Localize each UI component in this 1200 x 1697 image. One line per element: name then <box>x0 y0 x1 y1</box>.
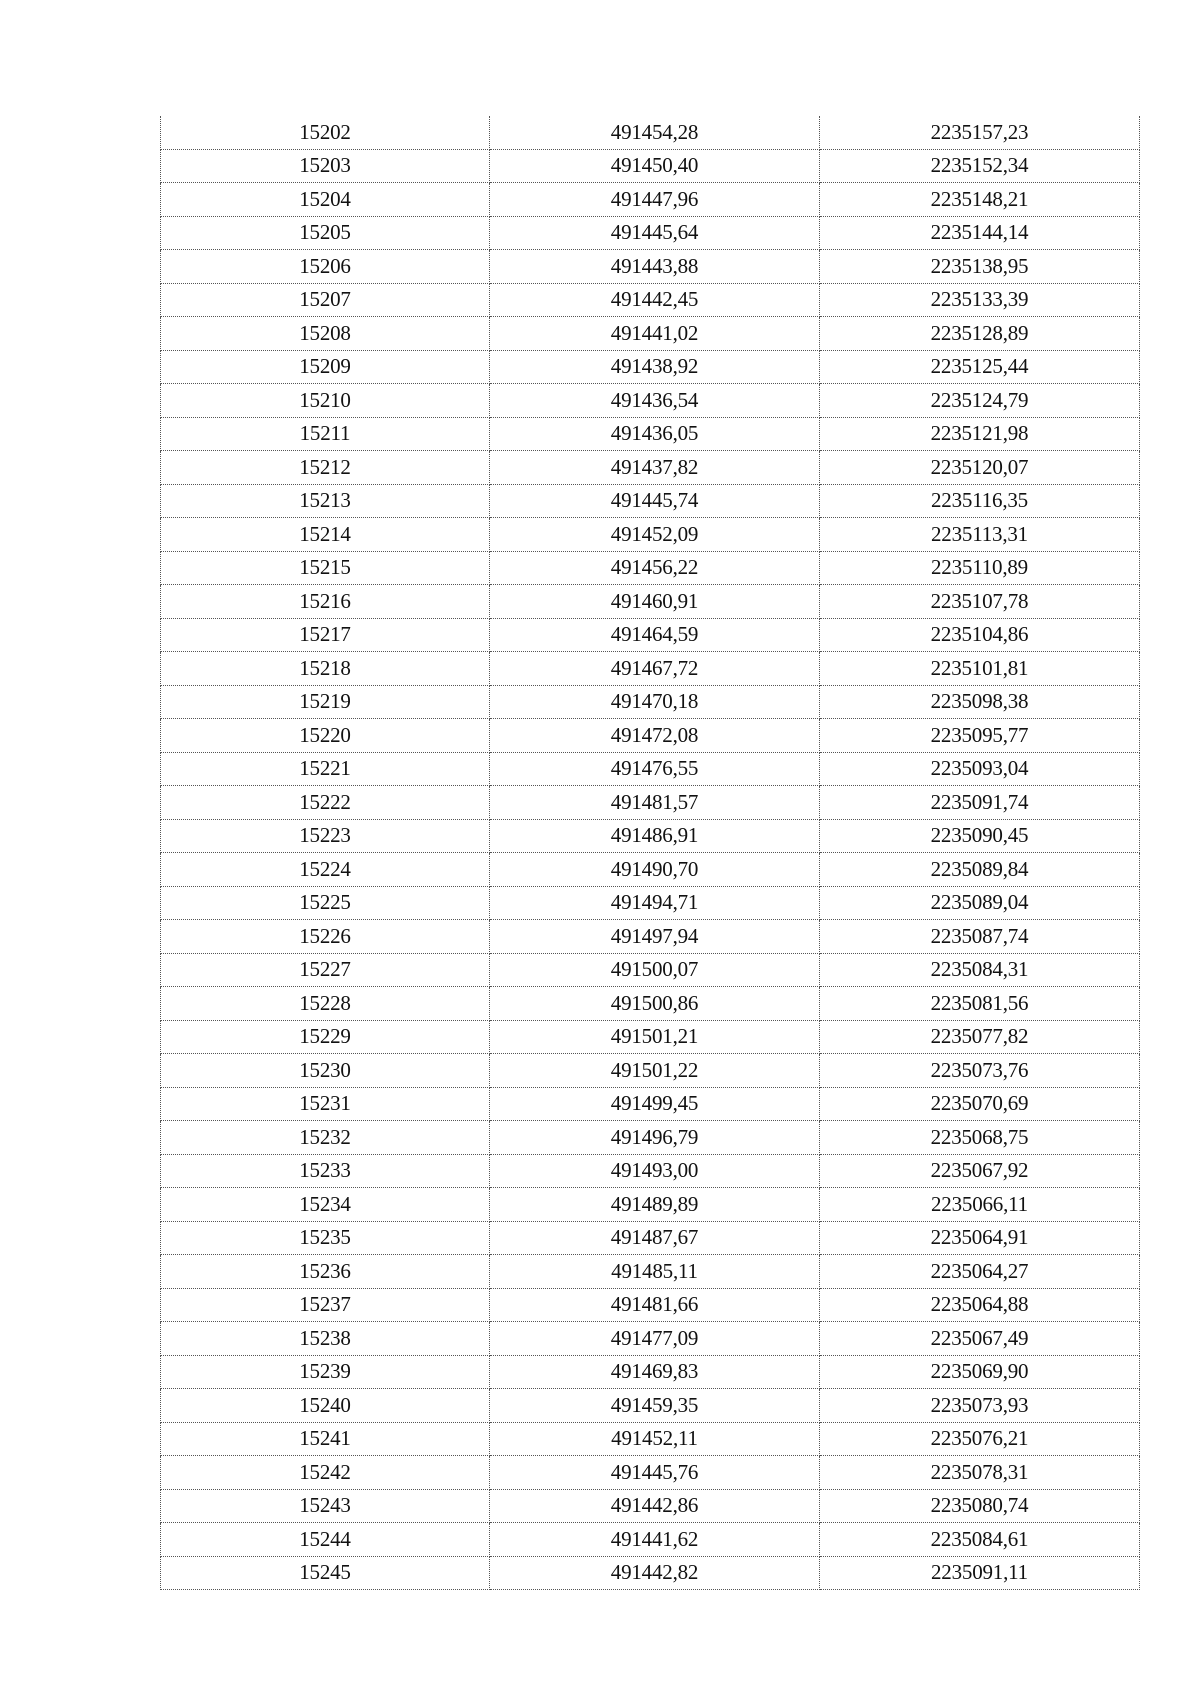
y-coordinate-cell: 2235064,88 <box>820 1288 1140 1322</box>
x-coordinate-cell: 491494,71 <box>490 886 820 920</box>
x-coordinate-cell: 491436,05 <box>490 417 820 451</box>
table-row <box>161 685 1140 719</box>
y-coordinate-cell: 2235064,91 <box>820 1221 1140 1255</box>
table-row <box>161 853 1140 887</box>
x-coordinate-cell: 491499,45 <box>490 1087 820 1121</box>
point-number-cell: 15223 <box>161 819 490 853</box>
table-row <box>161 1221 1140 1255</box>
x-coordinate-cell: 491442,86 <box>490 1489 820 1523</box>
point-number-cell: 15235 <box>161 1221 490 1255</box>
y-coordinate-cell: 2235138,95 <box>820 250 1140 284</box>
y-coordinate-cell: 2235091,74 <box>820 786 1140 820</box>
table-row <box>161 752 1140 786</box>
point-number-cell: 15219 <box>161 685 490 719</box>
y-coordinate-cell: 2235084,31 <box>820 953 1140 987</box>
table-row <box>161 518 1140 552</box>
table-row <box>161 250 1140 284</box>
y-coordinate-cell: 2235066,11 <box>820 1188 1140 1222</box>
x-coordinate-cell: 491456,22 <box>490 551 820 585</box>
table-row <box>161 987 1140 1021</box>
y-coordinate-cell: 2235095,77 <box>820 719 1140 753</box>
y-coordinate-cell: 2235093,04 <box>820 752 1140 786</box>
table-row <box>161 1422 1140 1456</box>
table-row <box>161 1121 1140 1155</box>
x-coordinate-cell: 491464,59 <box>490 618 820 652</box>
point-number-cell: 15214 <box>161 518 490 552</box>
table-row <box>161 216 1140 250</box>
y-coordinate-cell: 2235144,14 <box>820 216 1140 250</box>
x-coordinate-cell: 491472,08 <box>490 719 820 753</box>
point-number-cell: 15217 <box>161 618 490 652</box>
point-number-cell: 15207 <box>161 283 490 317</box>
y-coordinate-cell: 2235125,44 <box>820 350 1140 384</box>
point-number-cell: 15230 <box>161 1054 490 1088</box>
x-coordinate-cell: 491467,72 <box>490 652 820 686</box>
x-coordinate-cell: 491437,82 <box>490 451 820 485</box>
x-coordinate-cell: 491460,91 <box>490 585 820 619</box>
table-row <box>161 819 1140 853</box>
x-coordinate-cell: 491485,11 <box>490 1255 820 1289</box>
point-number-cell: 15205 <box>161 216 490 250</box>
y-coordinate-cell: 2235068,75 <box>820 1121 1140 1155</box>
y-coordinate-cell: 2235148,21 <box>820 183 1140 217</box>
point-number-cell: 15216 <box>161 585 490 619</box>
table-row <box>161 116 1140 149</box>
table-row <box>161 317 1140 351</box>
x-coordinate-cell: 491447,96 <box>490 183 820 217</box>
x-coordinate-cell: 491489,89 <box>490 1188 820 1222</box>
x-coordinate-cell: 491445,64 <box>490 216 820 250</box>
x-coordinate-cell: 491501,21 <box>490 1020 820 1054</box>
x-coordinate-cell: 491442,82 <box>490 1556 820 1590</box>
table-row <box>161 183 1140 217</box>
table-row <box>161 417 1140 451</box>
point-number-cell: 15202 <box>161 116 490 149</box>
x-coordinate-cell: 491500,07 <box>490 953 820 987</box>
table-row <box>161 1087 1140 1121</box>
table-row <box>161 719 1140 753</box>
point-number-cell: 15239 <box>161 1355 490 1389</box>
point-number-cell: 15220 <box>161 719 490 753</box>
coordinates-table <box>160 116 1140 1590</box>
y-coordinate-cell: 2235073,93 <box>820 1389 1140 1423</box>
x-coordinate-cell: 491438,92 <box>490 350 820 384</box>
table-row <box>161 585 1140 619</box>
y-coordinate-cell: 2235116,35 <box>820 484 1140 518</box>
table-row <box>161 451 1140 485</box>
y-coordinate-cell: 2235064,27 <box>820 1255 1140 1289</box>
point-number-cell: 15210 <box>161 384 490 418</box>
x-coordinate-cell: 491469,83 <box>490 1355 820 1389</box>
y-coordinate-cell: 2235080,74 <box>820 1489 1140 1523</box>
table-row <box>161 1188 1140 1222</box>
point-number-cell: 15209 <box>161 350 490 384</box>
table-row <box>161 384 1140 418</box>
table-row <box>161 886 1140 920</box>
point-number-cell: 15218 <box>161 652 490 686</box>
point-number-cell: 15215 <box>161 551 490 585</box>
table-row <box>161 1322 1140 1356</box>
x-coordinate-cell: 491450,40 <box>490 149 820 183</box>
point-number-cell: 15222 <box>161 786 490 820</box>
y-coordinate-cell: 2235070,69 <box>820 1087 1140 1121</box>
y-coordinate-cell: 2235110,89 <box>820 551 1140 585</box>
x-coordinate-cell: 491445,76 <box>490 1456 820 1490</box>
table-row <box>161 953 1140 987</box>
point-number-cell: 15231 <box>161 1087 490 1121</box>
x-coordinate-cell: 491487,67 <box>490 1221 820 1255</box>
table-row <box>161 551 1140 585</box>
x-coordinate-cell: 491454,28 <box>490 116 820 149</box>
x-coordinate-cell: 491501,22 <box>490 1054 820 1088</box>
y-coordinate-cell: 2235091,11 <box>820 1556 1140 1590</box>
table-row <box>161 618 1140 652</box>
point-number-cell: 15238 <box>161 1322 490 1356</box>
x-coordinate-cell: 491481,57 <box>490 786 820 820</box>
point-number-cell: 15242 <box>161 1456 490 1490</box>
y-coordinate-cell: 2235101,81 <box>820 652 1140 686</box>
y-coordinate-cell: 2235124,79 <box>820 384 1140 418</box>
point-number-cell: 15228 <box>161 987 490 1021</box>
point-number-cell: 15245 <box>161 1556 490 1590</box>
table-row <box>161 1456 1140 1490</box>
x-coordinate-cell: 491452,09 <box>490 518 820 552</box>
table-row <box>161 1556 1140 1590</box>
point-number-cell: 15224 <box>161 853 490 887</box>
point-number-cell: 15204 <box>161 183 490 217</box>
y-coordinate-cell: 2235121,98 <box>820 417 1140 451</box>
table-row <box>161 1255 1140 1289</box>
table-row <box>161 1523 1140 1557</box>
point-number-cell: 15213 <box>161 484 490 518</box>
point-number-cell: 15229 <box>161 1020 490 1054</box>
point-number-cell: 15208 <box>161 317 490 351</box>
y-coordinate-cell: 2235089,84 <box>820 853 1140 887</box>
x-coordinate-cell: 491476,55 <box>490 752 820 786</box>
x-coordinate-cell: 491486,91 <box>490 819 820 853</box>
x-coordinate-cell: 491441,62 <box>490 1523 820 1557</box>
y-coordinate-cell: 2235077,82 <box>820 1020 1140 1054</box>
y-coordinate-cell: 2235133,39 <box>820 283 1140 317</box>
table-row <box>161 920 1140 954</box>
table-row <box>161 1054 1140 1088</box>
table-row <box>161 149 1140 183</box>
table-row <box>161 1355 1140 1389</box>
x-coordinate-cell: 491470,18 <box>490 685 820 719</box>
point-number-cell: 15244 <box>161 1523 490 1557</box>
x-coordinate-cell: 491481,66 <box>490 1288 820 1322</box>
table-row <box>161 350 1140 384</box>
y-coordinate-cell: 2235069,90 <box>820 1355 1140 1389</box>
table-row <box>161 1020 1140 1054</box>
table-row <box>161 1288 1140 1322</box>
y-coordinate-cell: 2235067,92 <box>820 1154 1140 1188</box>
x-coordinate-cell: 491436,54 <box>490 384 820 418</box>
y-coordinate-cell: 2235078,31 <box>820 1456 1140 1490</box>
point-number-cell: 15203 <box>161 149 490 183</box>
x-coordinate-cell: 491442,45 <box>490 283 820 317</box>
y-coordinate-cell: 2235157,23 <box>820 116 1140 149</box>
y-coordinate-cell: 2235152,34 <box>820 149 1140 183</box>
x-coordinate-cell: 491445,74 <box>490 484 820 518</box>
point-number-cell: 15221 <box>161 752 490 786</box>
y-coordinate-cell: 2235067,49 <box>820 1322 1140 1356</box>
x-coordinate-cell: 491497,94 <box>490 920 820 954</box>
point-number-cell: 15212 <box>161 451 490 485</box>
point-number-cell: 15234 <box>161 1188 490 1222</box>
y-coordinate-cell: 2235113,31 <box>820 518 1140 552</box>
y-coordinate-cell: 2235081,56 <box>820 987 1140 1021</box>
point-number-cell: 15233 <box>161 1154 490 1188</box>
point-number-cell: 15241 <box>161 1422 490 1456</box>
table-row <box>161 1489 1140 1523</box>
y-coordinate-cell: 2235104,86 <box>820 618 1140 652</box>
x-coordinate-cell: 491490,70 <box>490 853 820 887</box>
y-coordinate-cell: 2235090,45 <box>820 819 1140 853</box>
point-number-cell: 15226 <box>161 920 490 954</box>
y-coordinate-cell: 2235128,89 <box>820 317 1140 351</box>
point-number-cell: 15211 <box>161 417 490 451</box>
table-row <box>161 484 1140 518</box>
point-number-cell: 15227 <box>161 953 490 987</box>
table-row <box>161 283 1140 317</box>
y-coordinate-cell: 2235089,04 <box>820 886 1140 920</box>
point-number-cell: 15240 <box>161 1389 490 1423</box>
table-row <box>161 652 1140 686</box>
y-coordinate-cell: 2235098,38 <box>820 685 1140 719</box>
y-coordinate-cell: 2235120,07 <box>820 451 1140 485</box>
y-coordinate-cell: 2235107,78 <box>820 585 1140 619</box>
point-number-cell: 15237 <box>161 1288 490 1322</box>
table-row <box>161 1389 1140 1423</box>
table-row <box>161 1154 1140 1188</box>
x-coordinate-cell: 491496,79 <box>490 1121 820 1155</box>
x-coordinate-cell: 491443,88 <box>490 250 820 284</box>
point-number-cell: 15232 <box>161 1121 490 1155</box>
table-row <box>161 786 1140 820</box>
point-number-cell: 15225 <box>161 886 490 920</box>
y-coordinate-cell: 2235073,76 <box>820 1054 1140 1088</box>
coordinates-table-body <box>161 116 1140 1590</box>
x-coordinate-cell: 491493,00 <box>490 1154 820 1188</box>
x-coordinate-cell: 491500,86 <box>490 987 820 1021</box>
x-coordinate-cell: 491452,11 <box>490 1422 820 1456</box>
x-coordinate-cell: 491477,09 <box>490 1322 820 1356</box>
point-number-cell: 15243 <box>161 1489 490 1523</box>
point-number-cell: 15206 <box>161 250 490 284</box>
x-coordinate-cell: 491441,02 <box>490 317 820 351</box>
y-coordinate-cell: 2235084,61 <box>820 1523 1140 1557</box>
y-coordinate-cell: 2235076,21 <box>820 1422 1140 1456</box>
y-coordinate-cell: 2235087,74 <box>820 920 1140 954</box>
point-number-cell: 15236 <box>161 1255 490 1289</box>
x-coordinate-cell: 491459,35 <box>490 1389 820 1423</box>
